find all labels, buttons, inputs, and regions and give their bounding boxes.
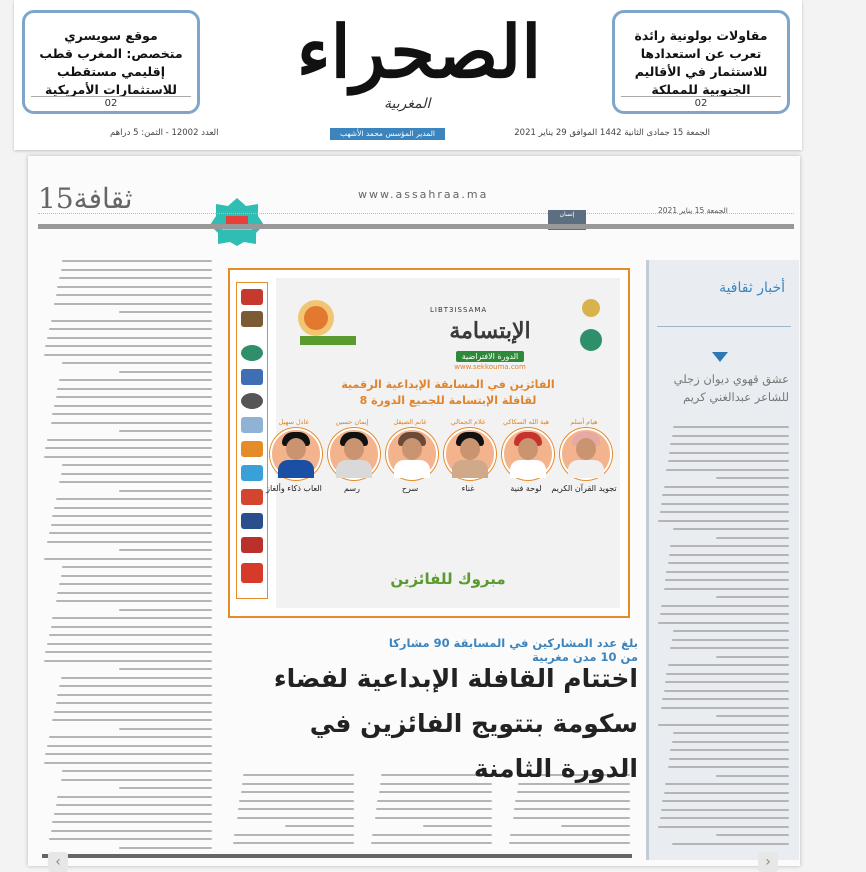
issue-line: العدد 12002 - الثمن: 5 دراهم	[110, 128, 219, 138]
text-line	[379, 791, 492, 793]
text-line	[233, 842, 354, 844]
text-line	[665, 579, 789, 581]
text-line	[660, 511, 789, 513]
brand-logo	[430, 306, 550, 371]
text-line	[672, 435, 789, 437]
sponsor-logo-icon	[241, 311, 263, 327]
text-line	[509, 842, 630, 844]
text-line	[49, 736, 212, 738]
text-line	[666, 571, 789, 573]
text-line	[49, 328, 212, 330]
ministry-seal-icon	[576, 296, 606, 356]
stamp: إنسان	[548, 210, 586, 230]
text-line	[54, 405, 212, 407]
text-line	[239, 800, 354, 802]
winner-name: هبة الله السكاكي	[502, 418, 550, 426]
text-line	[658, 724, 789, 726]
text-line	[658, 826, 789, 828]
text-line	[510, 834, 630, 836]
text-line	[51, 524, 213, 526]
text-line	[666, 673, 789, 675]
text-line	[119, 728, 213, 730]
text-line	[672, 639, 789, 641]
sponsor-logo-icon	[241, 393, 263, 409]
text-line	[517, 791, 630, 793]
text-line	[716, 537, 789, 539]
text-line	[513, 817, 630, 819]
poster-image[interactable]	[228, 268, 630, 618]
winner-photo	[444, 428, 496, 480]
brand-arabic: الإبتسامة	[449, 318, 531, 344]
text-line	[62, 362, 212, 364]
text-line	[665, 783, 789, 785]
text-line	[375, 817, 492, 819]
winner-body	[510, 460, 546, 478]
winner-photo	[328, 428, 380, 480]
text-line	[673, 528, 789, 530]
text-line	[59, 277, 212, 279]
sidebar-text	[657, 426, 789, 846]
text-line	[119, 311, 213, 313]
article-kicker: بلغ عدد المشاركين في المسابقة 90 مشاركا من 10 مدن مغربية	[388, 636, 638, 664]
newspaper-page	[28, 156, 800, 870]
text-line	[670, 647, 789, 649]
text-line	[59, 481, 212, 483]
winner-name: عادل سهيل	[278, 418, 310, 426]
text-line	[662, 800, 789, 802]
text-line	[666, 469, 789, 471]
text-line	[44, 354, 212, 356]
text-line	[673, 426, 789, 428]
culture-badge-icon	[208, 196, 266, 246]
text-line	[673, 630, 789, 632]
text-line	[376, 808, 492, 810]
text-line	[61, 575, 212, 577]
text-line	[44, 762, 212, 764]
sponsor-strip	[236, 282, 268, 599]
winner-photo	[560, 428, 612, 480]
next-page-button[interactable]: ›	[758, 852, 778, 872]
text-line	[59, 583, 212, 585]
winner-category: رسم	[344, 484, 360, 493]
teaser-left-text: موقع سويسري متخصص: المغرب قطب إقليمي مستقطب للاستثمارات الأمريكية	[39, 28, 183, 97]
text-line	[62, 260, 212, 262]
event-emblem-icon	[290, 296, 360, 348]
text-line	[377, 800, 492, 802]
text-line	[119, 490, 213, 492]
text-line	[57, 694, 212, 696]
text-line	[56, 294, 212, 296]
text-line	[52, 821, 212, 823]
text-line	[56, 396, 212, 398]
sidebar-heading: أخبار ثقافية	[719, 280, 785, 296]
text-line	[664, 792, 789, 794]
text-line	[665, 681, 789, 683]
sponsor-logo-icon	[241, 345, 263, 361]
winner-face	[518, 438, 538, 460]
congrats-text: مبروك للفائزين	[390, 570, 506, 588]
text-line	[57, 286, 212, 288]
text-line	[45, 651, 212, 653]
teaser-left-page: 02	[104, 98, 118, 109]
text-line	[47, 439, 212, 441]
text-line	[371, 842, 492, 844]
text-column-left	[42, 260, 212, 850]
text-line	[59, 379, 212, 381]
sponsor-logo-icon	[241, 369, 263, 385]
text-line	[51, 320, 213, 322]
text-line	[119, 847, 213, 849]
text-line	[285, 825, 354, 827]
article-headline[interactable]: اختتام القافلة الإبداعية لفضاء سكومة بتتويج الفائزين في الدورة الثامنة	[273, 664, 638, 783]
text-line	[47, 745, 212, 747]
logo-sub-text: المغربية	[384, 96, 431, 112]
page-number: 15	[38, 182, 74, 215]
sponsor-logo-icon	[241, 289, 263, 305]
text-line	[662, 494, 789, 496]
sponsor-logo-icon	[241, 441, 263, 457]
winner-name: غانم الصيقل	[393, 418, 427, 426]
text-line	[44, 456, 212, 458]
section-title: ثقافة	[73, 182, 133, 215]
text-line	[44, 558, 212, 560]
text-line	[57, 796, 212, 798]
sponsor-logo-icon	[241, 563, 263, 583]
text-line	[52, 413, 212, 415]
text-line	[672, 843, 789, 845]
sidebar-divider	[657, 326, 791, 327]
winner-face	[286, 438, 306, 460]
winner-face	[576, 438, 596, 460]
text-line	[62, 566, 212, 568]
winner-body	[394, 460, 430, 478]
teaser-divider	[621, 96, 781, 97]
text-line	[119, 371, 213, 373]
text-line	[45, 753, 212, 755]
text-line	[49, 532, 212, 534]
text-line	[716, 656, 789, 658]
text-line	[47, 643, 212, 645]
winner-category: العاب ذكاء وألغاز	[266, 484, 322, 493]
sidebar-subheading: عشق قهوي ديوان زجلي للشاعر عبدالغني كريم	[673, 372, 789, 404]
winner-category: غناء	[461, 484, 475, 493]
poster-content	[266, 278, 620, 608]
text-line	[56, 600, 212, 602]
winner-name: هيام أسلم	[570, 418, 598, 426]
text-line	[119, 787, 213, 789]
text-line	[423, 825, 492, 827]
teaser-left[interactable]	[22, 10, 200, 114]
footer-rule	[42, 854, 632, 858]
sponsor-logo-icon	[241, 465, 263, 481]
text-line	[54, 711, 212, 713]
text-line	[662, 698, 789, 700]
text-line	[668, 664, 789, 666]
page-date: الجمعة 15 يناير 2021	[658, 206, 728, 215]
date-line: الجمعة 15 جمادى الثانية 1442 الموافق 29 يناير 2021	[514, 128, 710, 138]
text-line	[47, 337, 212, 339]
page-rule	[38, 224, 794, 229]
text-line	[664, 588, 789, 590]
newspaper-logo	[259, 8, 579, 112]
text-line	[47, 541, 212, 543]
winner-category: سرح	[401, 484, 419, 493]
text-line	[62, 770, 212, 772]
winner-face	[344, 438, 364, 460]
text-line	[716, 834, 789, 836]
text-line	[51, 422, 213, 424]
text-line	[57, 592, 212, 594]
section-header	[38, 182, 133, 215]
text-line	[716, 596, 789, 598]
founder-band: المدير المؤسس محمد الأشهب	[330, 128, 445, 140]
winner-category: تجويد القرآن الكريم	[551, 484, 617, 493]
text-line	[716, 477, 789, 479]
text-line	[716, 775, 789, 777]
text-line	[237, 817, 354, 819]
text-line	[54, 303, 212, 305]
text-line	[54, 813, 212, 815]
text-line	[56, 804, 212, 806]
triangle-down-icon	[712, 352, 728, 362]
text-line	[661, 809, 789, 811]
previous-page-button[interactable]: ‹	[48, 852, 68, 872]
poster-title-2: لقافلة الإبتسامة للجميع الدورة 8	[359, 394, 537, 407]
text-line	[673, 732, 789, 734]
teaser-right-page: 02	[694, 98, 708, 109]
text-line	[669, 452, 789, 454]
edition-tag: الدورة الافتراضية	[456, 351, 524, 362]
text-line	[56, 498, 212, 500]
text-line	[56, 702, 212, 704]
text-line	[54, 507, 212, 509]
text-line	[62, 464, 212, 466]
text-line	[238, 808, 354, 810]
text-line	[119, 549, 213, 551]
text-line	[658, 520, 789, 522]
text-line	[51, 830, 213, 832]
text-line	[241, 791, 354, 793]
text-line	[664, 486, 789, 488]
winner-photo	[502, 428, 554, 480]
text-line	[664, 690, 789, 692]
text-line	[44, 660, 212, 662]
text-line	[670, 443, 789, 445]
text-line	[514, 808, 630, 810]
text-line	[372, 834, 492, 836]
winner-name: إيمان حسين	[335, 418, 369, 426]
date-bar	[110, 128, 800, 142]
winner-category: لوحة فنية	[510, 484, 542, 493]
text-line	[49, 838, 212, 840]
text-line	[660, 817, 789, 819]
text-line	[119, 430, 213, 432]
sponsor-logo-icon	[241, 537, 263, 553]
text-line	[61, 779, 212, 781]
sponsor-logo-icon	[241, 513, 263, 529]
winner-photo	[270, 428, 322, 480]
brand-latin: LIBT3ISSAMA	[430, 306, 488, 314]
text-line	[670, 749, 789, 751]
text-line	[52, 617, 212, 619]
text-line	[119, 609, 213, 611]
winner-body	[568, 460, 604, 478]
winner-body	[278, 460, 314, 478]
text-line	[672, 741, 789, 743]
winner-body	[336, 460, 372, 478]
text-line	[561, 825, 630, 827]
text-line	[669, 554, 789, 556]
text-line	[119, 668, 213, 670]
text-line	[661, 503, 789, 505]
text-line	[515, 800, 630, 802]
text-line	[234, 834, 354, 836]
text-line	[668, 460, 789, 462]
sidebar-culture-news	[646, 260, 799, 860]
brand-site: www.sekkouma.com	[454, 363, 526, 371]
winner-face	[460, 438, 480, 460]
text-line	[52, 515, 212, 517]
logo-main-text: الصحراء	[296, 9, 542, 94]
text-line	[61, 677, 212, 679]
winner-photo	[386, 428, 438, 480]
text-line	[61, 473, 212, 475]
text-line	[57, 388, 212, 390]
text-line	[52, 719, 212, 721]
text-line	[670, 545, 789, 547]
text-line	[661, 707, 789, 709]
teaser-right[interactable]	[612, 10, 790, 114]
winner-body	[452, 460, 488, 478]
text-line	[669, 758, 789, 760]
text-line	[660, 613, 789, 615]
text-line	[51, 626, 213, 628]
text-line	[45, 345, 212, 347]
text-line	[49, 634, 212, 636]
text-line	[658, 622, 789, 624]
text-line	[61, 269, 212, 271]
text-line	[45, 447, 212, 449]
winner-face	[402, 438, 422, 460]
teaser-divider	[31, 96, 191, 97]
text-line	[59, 685, 212, 687]
text-line	[668, 766, 789, 768]
poster-title-1: الفائزين في المسابقة الإبداعية الرقمية	[341, 378, 555, 391]
teaser-right-text: مقاولات بولونية رائدة تعرب عن استعدادها للاستثمار في الأقاليم الجنوبية للمملكة	[634, 28, 768, 97]
website-url[interactable]: www.assahraa.ma	[358, 188, 489, 201]
text-line	[668, 562, 789, 564]
text-line	[661, 605, 789, 607]
winner-name: غلام الجمالي	[450, 418, 486, 426]
text-line	[716, 715, 789, 717]
